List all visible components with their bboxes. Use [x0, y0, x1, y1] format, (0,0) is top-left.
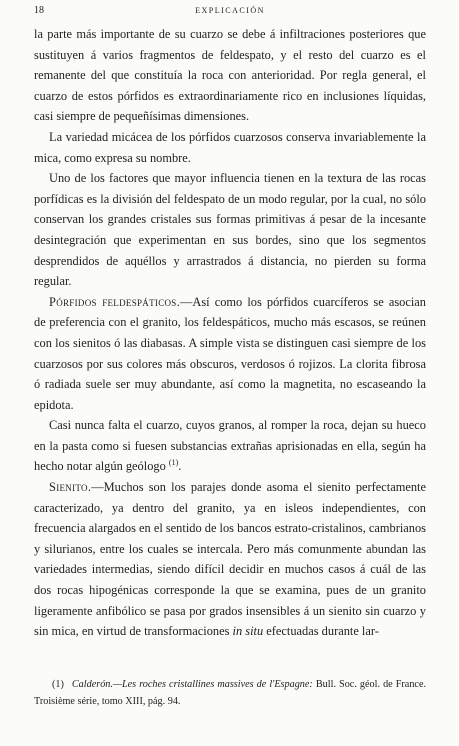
paragraph-factores-textura: Uno de los factores que mayor influencia tienen en la textura de las rocas porfídicas es la división del feldespato de un modo regular, por la cual, no sólo conservan los grandes cristales sus formas primitivas á pesar de la incesante desintegración que experimentan en sus bordes, sino que los segmentos desprendidos de aquéllos y arrastrados á distancia, no pierden su forma regular. [34, 171, 426, 289]
footnote [34, 676, 426, 710]
footnote-reference[interactable]: (1) [168, 458, 179, 468]
paragraph-cuarzo: Casi nunca falta el cuarzo, cuyos granos, al romper la roca, dejan su hueco en la pasta como si fuesen substancias extrañas aprisionadas en ella, según ha hecho notar algún geólogo $^{(1)}$. [34, 418, 426, 474]
running-header [34, 5, 426, 17]
paragraph-sienito: Sienito.—Muchos son los parajes donde asoma el sienito perfectamente caracterizado, ya dentro del granito, ya en isleos independientes, con frecuencia alargados en el sentido de los bancos estrato-cristalinos, cambrianos y silurianos, entre los cuales se intercala. Pero más comunmente abundan las variedades intermedias, siendo difícil decidir en muchos casos á cuál de las dos rocas hipogénicas corresponde la que se examina, pues de un granito ligeramente anfibólico se pasa por grados insensibles á un sienito sin cuarzo y sin mica, en virtud de transformaciones in situ efectuadas durante lar- [34, 480, 426, 639]
body-text [34, 24, 426, 642]
page-number: 18 [34, 5, 44, 16]
footnote-author: Calderón. [71, 679, 113, 690]
section-lead-porfidos: Pórfidos feldespáticos. [49, 294, 181, 309]
footnote-title: —Les roches cristallines massives de l'Espagne: [112, 679, 313, 690]
section-lead-sienito: Sienito. [49, 480, 92, 495]
paragraph-porfidos-feldespaticos: Pórfidos feldespáticos.—Así como los pórfidos cuarcíferos se asocian de preferencia con el granito, los feldespáticos, mucho más escasos, se reúnen con los sienitos ó las diabasas. A simple vista se distinguen casi siempre de los cuarzosos por sus colores más obscuros, verdosos ó rojizos. La clorita fibrosa ó radiada suele ser muy abundante, así como la magnetita, no escaseando la epidota. [34, 294, 426, 412]
paragraph-variedad-micacea: La variedad micácea de los pórfidos cuarzosos conserva invariablemente la mica, como expresa su nombre. [34, 129, 426, 165]
footnote-source: Bull. Soc. géol. de France. Troisième série, tomo XIII, pág. 94. [34, 679, 427, 707]
footnote-mark: (1) [52, 679, 64, 690]
running-title: EXPLICACIÓN [195, 6, 265, 15]
paragraph-continuation: la parte más importante de su cuarzo se debe á infiltraciones posteriores que sustituyen á varios fragmentos de feldespato, y el resto del cuarzo es el remanente del que constituía la roca con anterioridad. Por regla general, el cuarzo de estos pórfidos es extraordinariamente rico en inclusiones líquidas, casi siempre de pequeñísimas dimensiones. [34, 27, 426, 124]
italic-phrase: in situ [232, 624, 264, 639]
